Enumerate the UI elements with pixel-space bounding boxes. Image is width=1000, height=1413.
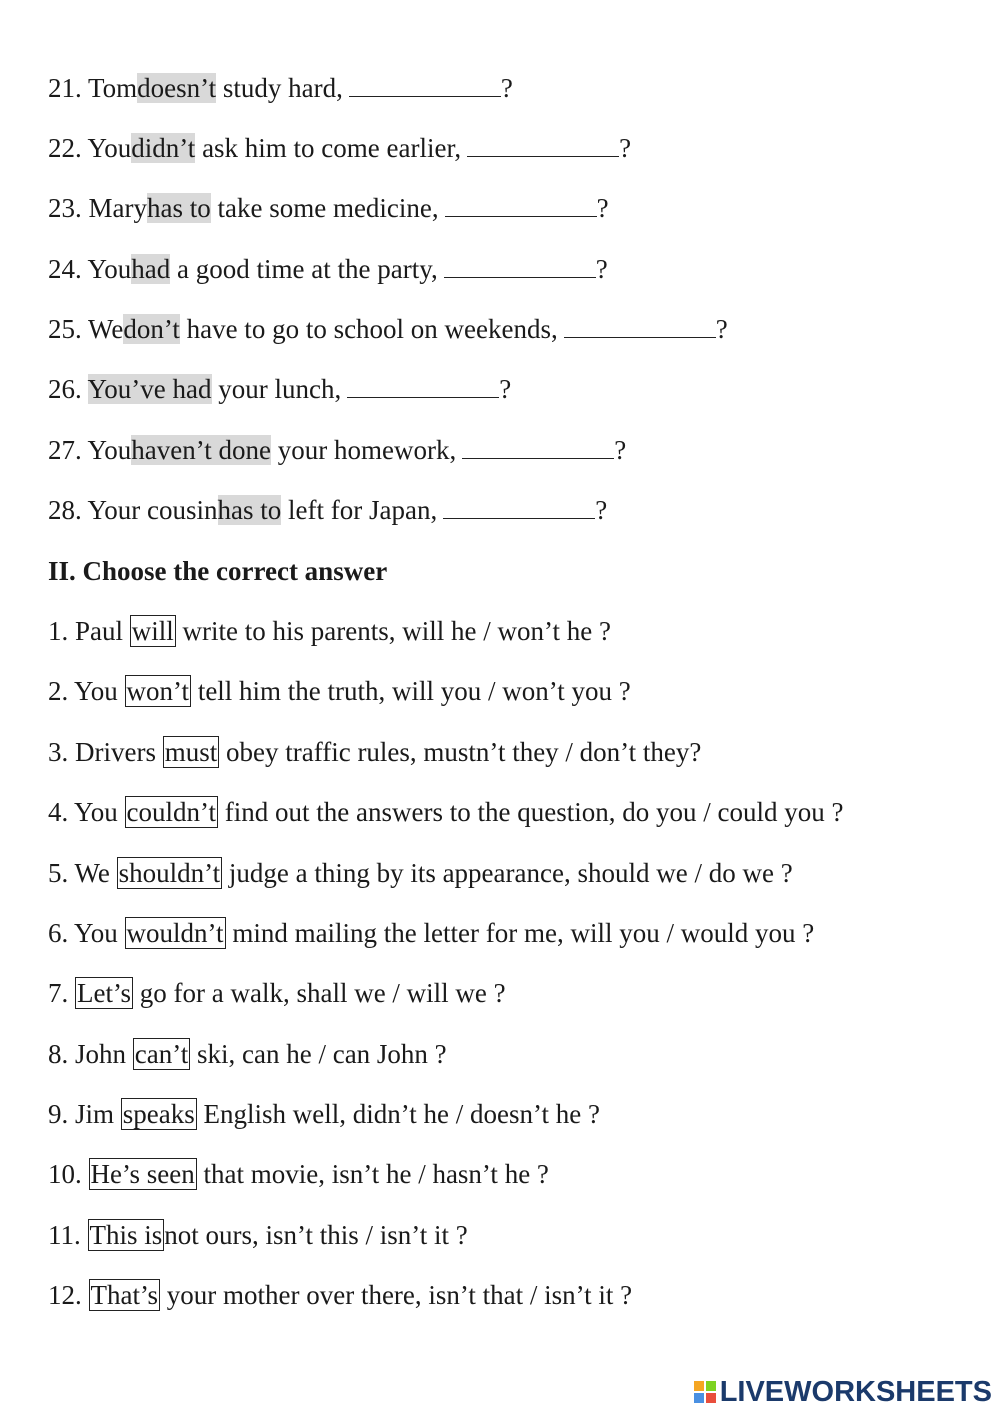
boxed-auxiliary: won’t xyxy=(126,676,190,706)
question-mark: ? xyxy=(614,435,627,465)
question-number: 6. xyxy=(48,918,69,948)
subject: You xyxy=(74,797,118,827)
answer-blank[interactable] xyxy=(564,315,716,338)
question-number: 21. xyxy=(48,73,82,103)
question-number: 8. xyxy=(48,1039,69,1069)
boxed-auxiliary: shouldn’t xyxy=(118,858,221,888)
answer-blank[interactable] xyxy=(444,255,596,278)
question-number: 23. xyxy=(48,193,82,223)
boxed-auxiliary: Let’s xyxy=(77,978,131,1008)
question-number: 1. xyxy=(48,616,69,646)
question-number: 2. xyxy=(48,676,69,706)
logo-square-icon xyxy=(706,1381,716,1391)
question-mark: ? xyxy=(500,73,513,103)
question-number: 5. xyxy=(48,858,69,888)
question-22 xyxy=(48,131,631,165)
highlighted-verb: didn’t xyxy=(131,133,196,163)
subject: Tom xyxy=(88,73,138,103)
liveworksheets-logo xyxy=(694,1374,992,1410)
question-27 xyxy=(48,433,626,467)
choice-question-3 xyxy=(48,735,701,769)
sentence-with-options[interactable]: obey traffic rules, mustn’t they / don’t they? xyxy=(226,737,702,767)
sentence-rest: study hard, xyxy=(222,73,343,103)
question-25 xyxy=(48,312,728,346)
subject: We xyxy=(88,314,124,344)
choice-question-11 xyxy=(48,1218,468,1252)
boxed-auxiliary: wouldn’t xyxy=(126,918,224,948)
sentence-with-options[interactable]: tell him the truth, will you / won’t you ? xyxy=(197,676,631,706)
choice-question-4 xyxy=(48,795,843,829)
answer-blank[interactable] xyxy=(462,436,614,459)
question-number: 24. xyxy=(48,254,82,284)
question-23 xyxy=(48,191,609,225)
sentence-with-options[interactable]: judge a thing by its appearance, should we / do we ? xyxy=(228,858,793,888)
boxed-auxiliary: can’t xyxy=(134,1039,189,1069)
sentence-with-options[interactable]: English well, didn’t he / doesn’t he ? xyxy=(203,1099,600,1129)
sentence-rest: have to go to school on weekends, xyxy=(186,314,558,344)
boxed-auxiliary: speaks xyxy=(122,1099,195,1129)
question-number: 9. xyxy=(48,1099,69,1129)
choice-question-10 xyxy=(48,1157,549,1191)
choice-question-6 xyxy=(48,916,814,950)
choice-question-2 xyxy=(48,674,631,708)
choice-question-5 xyxy=(48,856,793,890)
question-number: 10. xyxy=(48,1159,82,1189)
answer-blank[interactable] xyxy=(347,375,499,398)
sentence-with-options[interactable]: mind mailing the letter for me, will you / would you ? xyxy=(232,918,815,948)
subject: Paul xyxy=(75,616,124,646)
subject: Your cousin xyxy=(87,495,218,525)
subject: Drivers xyxy=(75,737,156,767)
boxed-auxiliary: couldn’t xyxy=(126,797,217,827)
question-number: 7. xyxy=(48,978,69,1008)
highlighted-verb: You’ve had xyxy=(87,374,212,404)
sentence-with-options[interactable]: your mother over there, isn’t that / isn’t it ? xyxy=(166,1280,633,1310)
boxed-auxiliary: must xyxy=(164,737,218,767)
sentence-rest: your lunch, xyxy=(218,374,342,404)
logo-text: LIVEWORKSHEETS xyxy=(719,1375,992,1408)
subject: Mary xyxy=(88,193,147,223)
sentence-with-options[interactable]: find out the answers to the question, do you / could you ? xyxy=(224,797,844,827)
sentence-with-options[interactable]: ski, can he / can John ? xyxy=(197,1039,447,1069)
sentence-rest: take some medicine, xyxy=(217,193,439,223)
question-number: 11. xyxy=(48,1220,81,1250)
question-number: 28. xyxy=(48,495,82,525)
question-number: 3. xyxy=(48,737,69,767)
question-number: 27. xyxy=(48,435,82,465)
answer-blank[interactable] xyxy=(445,194,597,217)
question-mark: ? xyxy=(596,193,609,223)
question-number: 12. xyxy=(48,1280,82,1310)
question-number: 25. xyxy=(48,314,82,344)
subject: John xyxy=(75,1039,127,1069)
sentence-rest: a good time at the party, xyxy=(177,254,438,284)
question-mark: ? xyxy=(715,314,728,344)
section-heading: II. Choose the correct answer xyxy=(48,556,388,586)
question-24 xyxy=(48,252,608,286)
choice-question-1 xyxy=(48,614,611,648)
subject: You xyxy=(87,133,132,163)
highlighted-verb: has to xyxy=(146,193,211,223)
boxed-auxiliary: This is xyxy=(89,1220,163,1250)
subject: You xyxy=(87,254,132,284)
choice-question-8 xyxy=(48,1037,447,1071)
answer-blank[interactable] xyxy=(349,74,501,97)
highlighted-verb: haven’t done xyxy=(131,435,272,465)
boxed-auxiliary: will xyxy=(131,616,174,646)
logo-square-icon xyxy=(694,1381,704,1391)
subject: We xyxy=(74,858,110,888)
subject: You xyxy=(74,918,118,948)
question-number: 26. xyxy=(48,374,82,404)
sentence-rest: your homework, xyxy=(277,435,457,465)
logo-square-icon xyxy=(706,1393,716,1403)
logo-square-icon xyxy=(694,1393,704,1403)
question-number: 22. xyxy=(48,133,82,163)
question-number: 4. xyxy=(48,797,69,827)
question-28 xyxy=(48,493,607,527)
boxed-auxiliary: That’s xyxy=(90,1280,158,1310)
logo-mark-icon xyxy=(694,1381,716,1403)
subject: Jim xyxy=(75,1099,115,1129)
question-mark: ? xyxy=(619,133,632,163)
sentence-with-options[interactable]: go for a walk, shall we / will we ? xyxy=(139,978,506,1008)
question-21 xyxy=(48,71,513,105)
sentence-rest: ask him to come earlier, xyxy=(202,133,462,163)
subject: You xyxy=(74,676,118,706)
boxed-auxiliary: He’s seen xyxy=(90,1159,195,1189)
sentence-rest: left for Japan, xyxy=(288,495,438,525)
question-mark: ? xyxy=(595,254,608,284)
sentence-with-options[interactable]: not ours, isn’t this / isn’t it ? xyxy=(164,1220,468,1250)
sentence-with-options[interactable]: write to his parents, will he / won’t he ? xyxy=(182,616,611,646)
highlighted-verb: doesn’t xyxy=(137,73,217,103)
sentence-with-options[interactable]: that movie, isn’t he / hasn’t he ? xyxy=(203,1159,549,1189)
highlighted-verb: don’t xyxy=(123,314,180,344)
answer-blank[interactable] xyxy=(443,496,595,519)
choice-question-12 xyxy=(48,1278,632,1312)
highlighted-verb: has to xyxy=(217,495,282,525)
answer-blank[interactable] xyxy=(467,134,619,157)
choice-question-9 xyxy=(48,1097,600,1131)
choice-question-7 xyxy=(48,976,506,1010)
highlighted-verb: had xyxy=(131,254,171,284)
question-26 xyxy=(48,372,511,406)
question-mark: ? xyxy=(499,374,512,404)
question-mark: ? xyxy=(595,495,608,525)
subject: You xyxy=(87,435,132,465)
